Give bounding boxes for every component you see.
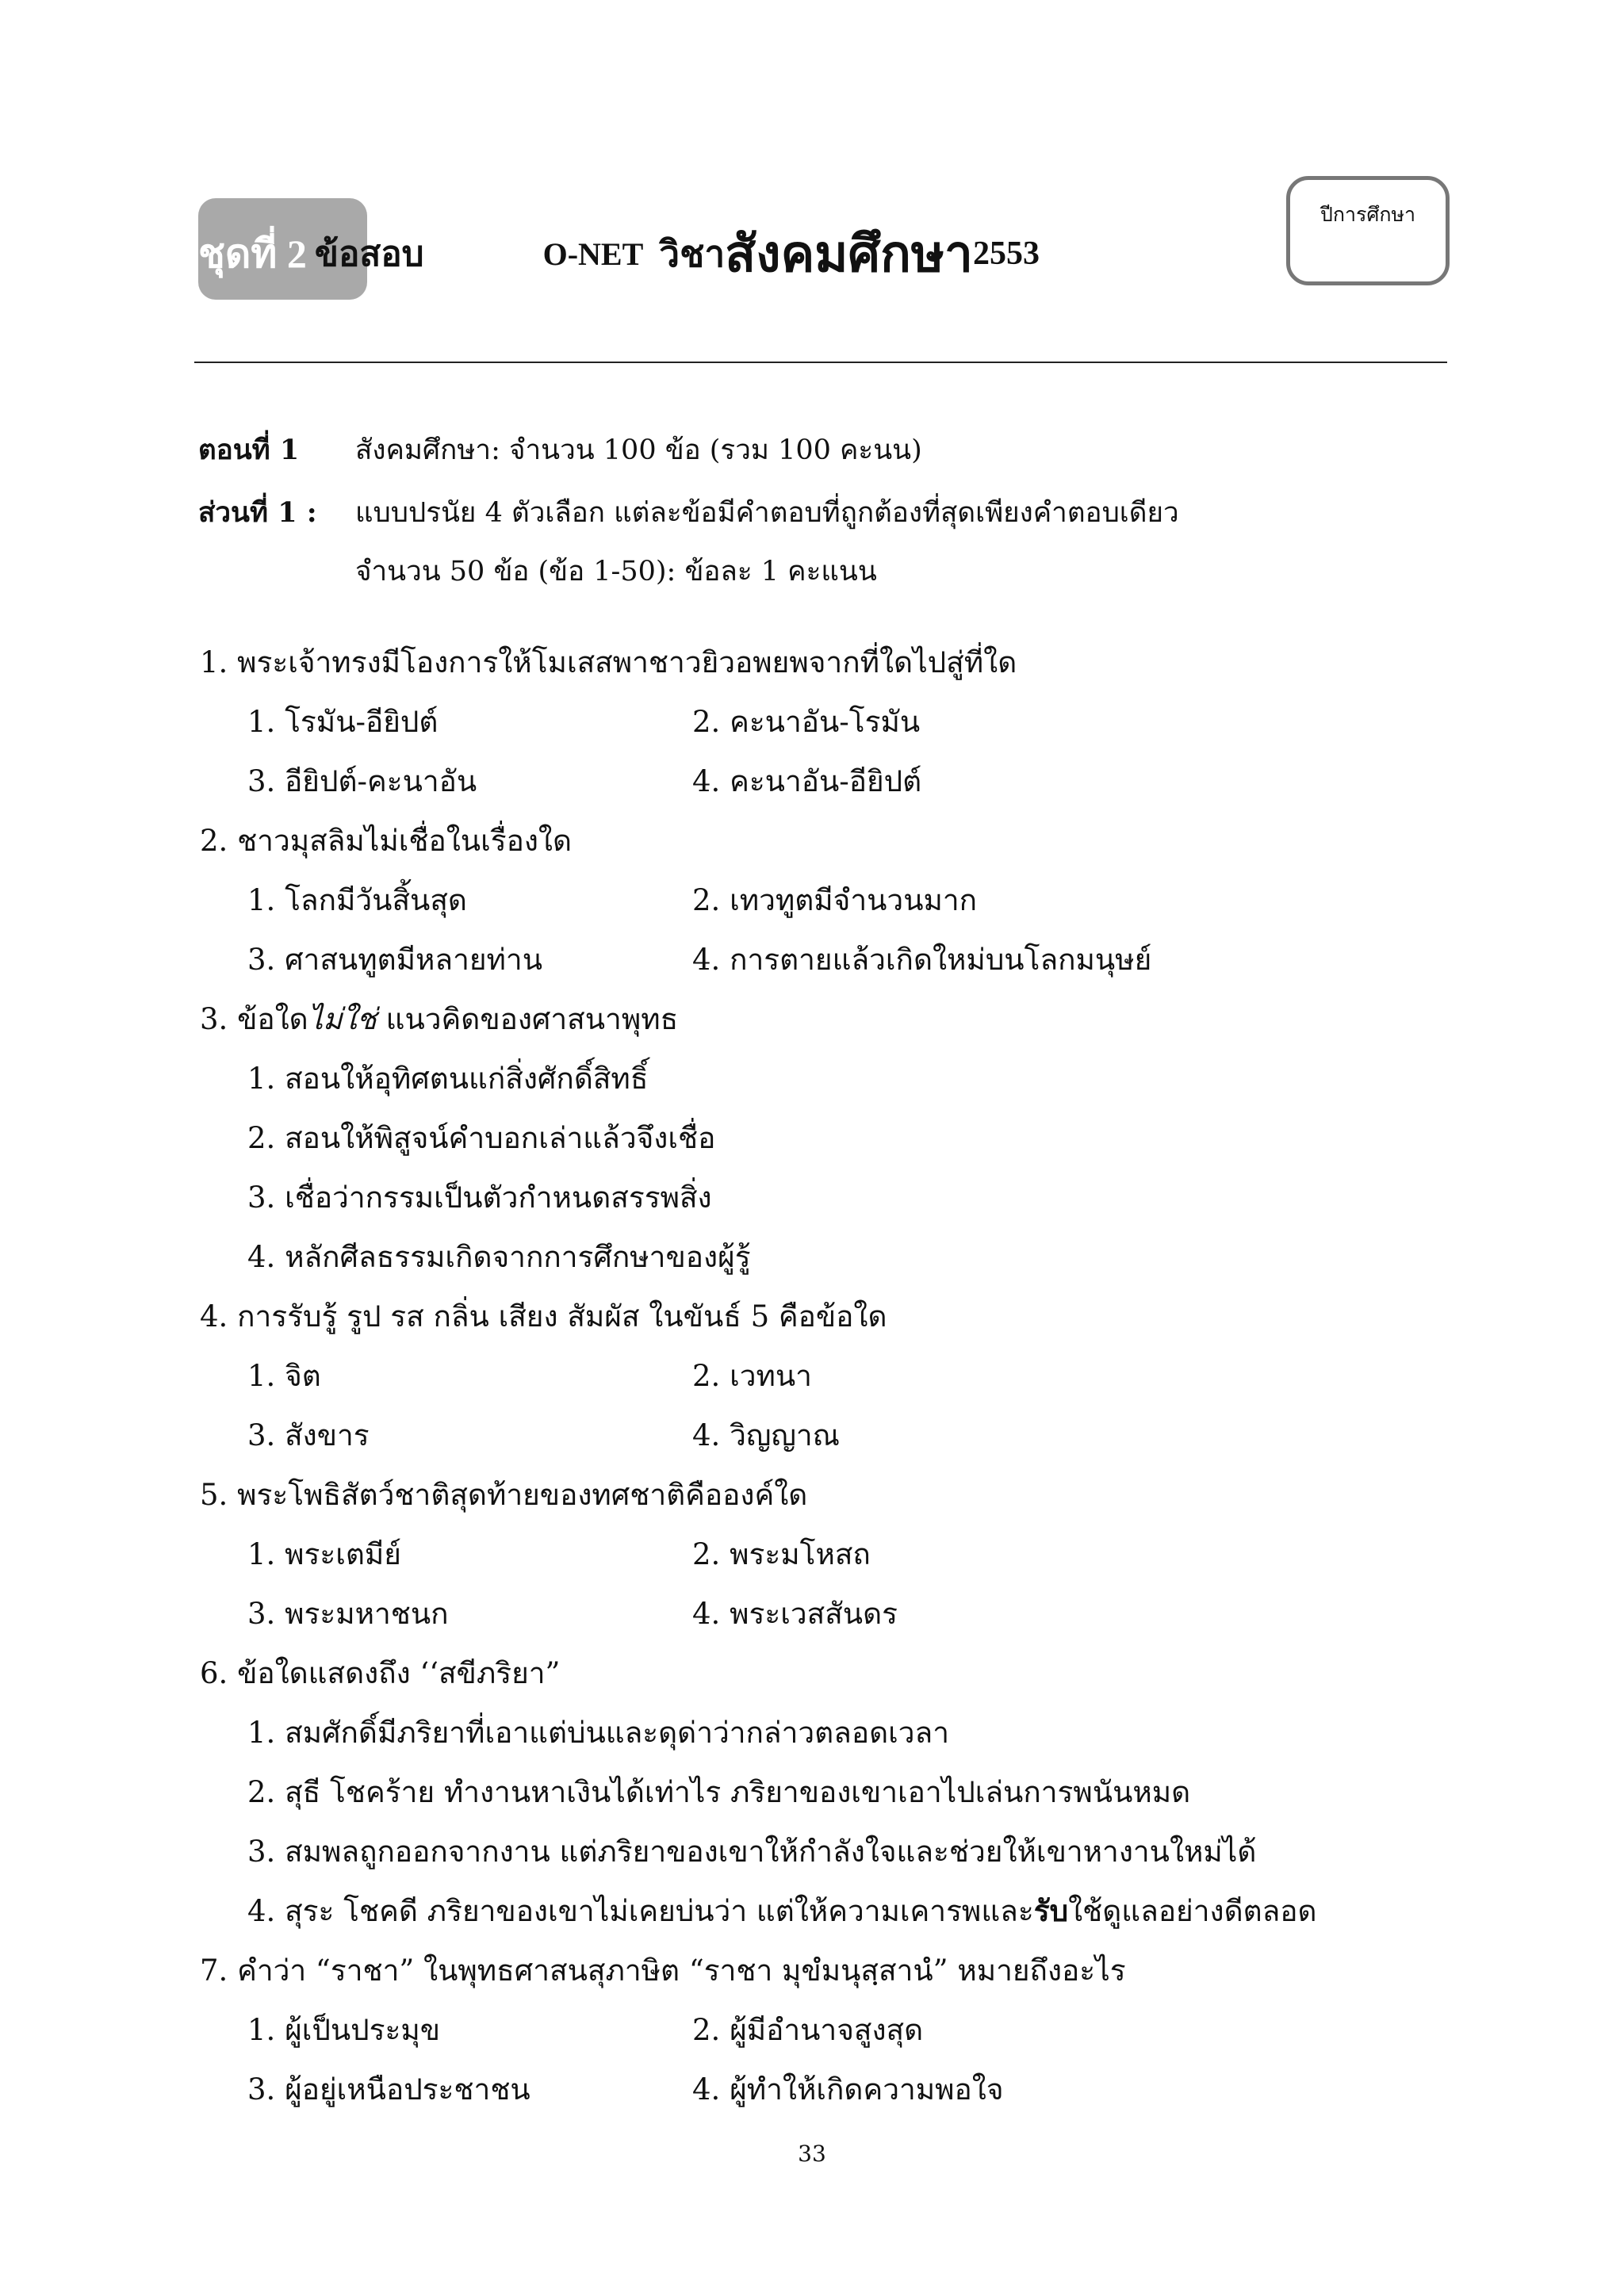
question-1-option-1: 1. โรมัน-อียิปต์ [247,705,439,739]
subpart-label: ส่วนที่ 1 : [198,496,317,529]
question-5: 5. พระโพธิสัตว์ชาติสุดท้ายของทศชาติคือองค์ใด [200,1478,808,1512]
question-7-option-3: 3. ผู้อยู่เหนือประชาชน [247,2072,530,2107]
question-3-emphasis: ไม่ใช่ [308,1002,377,1036]
question-7-option-1: 1. ผู้เป็นประมุข [247,2013,441,2047]
exam-header [198,202,1150,305]
question-1-option-3: 3. อียิปต์-คะนาอัน [247,764,477,798]
question-5-option-2: 2. พระมโหสถ [692,1537,871,1571]
question-6-option-2: 2. สุธี โชคร้าย ทำงานหาเงินได้เท่าไร ภริยาของเขาเอาไปเล่นการพนันหมด [247,1775,1191,1809]
question-6: 6. ข้อใดแสดงถึง ‘‘สขีภริยา” [200,1656,561,1690]
exam-year: 2553 [972,235,1040,272]
wicha-label: วิชา [659,233,726,274]
question-2-option-3: 3. ศาสนทูตมีหลายท่าน [247,943,542,977]
question-2-option-4: 4. การตายแล้วเกิดใหม่บนโลกมนุษย์ [692,943,1152,977]
question-7: 7. คำว่า “ราชา” ในพุทธศาสนสุภาษิต “ราชา มุขํมนุสฺสานํ” หมายถึงอะไร [200,1954,1126,1988]
question-3 [200,996,678,1043]
question-4-option-2: 2. เวทนา [692,1359,812,1393]
question-1-option-2: 2. คะนาอัน-โรมัน [692,705,921,739]
question-6-option-4-bold: รับ [1033,1893,1069,1928]
question-3-prefix: 3. ข้อใด [200,1002,308,1036]
question-7-option-4: 4. ผู้ทำให้เกิดความพอใจ [692,2072,1004,2107]
question-3-suffix: แนวคิดของศาสนาพุทธ [376,1002,679,1036]
question-6-option-1: 1. สมศักดิ์มีภริยาที่เอาแต่บ่นและดุด่าว่ากล่าวตลอดเวลา [247,1716,949,1750]
subject-title: สังคมศึกษา [725,226,973,282]
question-6-option-4 [247,1888,1317,1934]
header-divider [194,362,1447,363]
set-label: ชุดที่ 2 [198,231,307,276]
question-7-option-2: 2. ผู้มีอำนาจสูงสุด [692,2013,924,2047]
page-number: 33 [798,2141,826,2167]
academic-year-box [1286,176,1450,285]
question-3-option-2: 2. สอนให้พิสูจน์คำบอกเล่าแล้วจึงเชื่อ [247,1121,716,1155]
question-6-option-4-suffix: ใช้ดูแลอย่างดีตลอด [1068,1894,1317,1928]
question-5-option-4: 4. พระเวสสันดร [692,1597,898,1631]
question-5-option-3: 3. พระมหาชนก [247,1597,449,1631]
onet-label: O-NET [542,235,644,272]
question-2-option-1: 1. โลกมีวันสิ้นสุด [247,883,467,917]
question-6-option-4-text: 4. สุระ โชคดี ภริยาของเขาไม่เคยบ่นว่า แต่ให้ความเคารพและ [247,1894,1034,1928]
exam-label: ข้อสอบ [314,235,424,274]
question-1-option-4: 4. คะนาอัน-อียิปต์ [692,764,922,798]
academic-year-label: ปีการศึกษา [1320,203,1415,226]
question-5-option-1: 1. พระเตมีย์ [247,1537,401,1571]
question-4-option-1: 1. จิต [247,1359,321,1393]
question-4-option-4: 4. วิญญาณ [692,1418,840,1452]
question-3-option-3: 3. เชื่อว่ากรรมเป็นตัวกำหนดสรรพสิ่ง [247,1181,712,1215]
part-text: สังคมศึกษา: จำนวน 100 ข้อ (รวม 100 คะนน) [355,434,922,466]
question-2-option-2: 2. เทวทูตมีจำนวนมาก [692,883,978,917]
question-3-option-4: 4. หลักศีลธรรมเกิดจากการศึกษาของผู้รู้ [247,1240,751,1274]
question-4: 4. การรับรู้ รูป รส กลิ่น เสียง สัมผัส ในขันธ์ 5 คือข้อใด [200,1299,887,1334]
question-2: 2. ชาวมุสลิมไม่เชื่อในเรื่องใด [200,824,573,858]
question-6-option-3: 3. สมพลถูกออกจากงาน แต่ภริยาของเขาให้กำลังใจและช่วยให้เขาหางานใหม่ได้ [247,1835,1257,1869]
part-label: ตอนที่ 1 [198,434,300,466]
question-4-option-3: 3. สังขาร [247,1418,370,1452]
question-1: 1. พระเจ้าทรงมีโองการให้โมเสสพาชาวยิวอพยพจากที่ใดไปสู่ที่ใด [200,645,1017,679]
subpart-text: แบบปรนัย 4 ตัวเลือก แต่ละข้อมีคำตอบที่ถูกต้องที่สุดเพียงคำตอบเดียว [355,497,1179,529]
question-3-option-1: 1. สอนให้อุทิศตนแก่สิ่งศักดิ์สิทธิ์ [247,1062,649,1096]
subpart-text-2: จำนวน 50 ข้อ (ข้อ 1-50): ข้อละ 1 คะแนน [355,556,877,587]
